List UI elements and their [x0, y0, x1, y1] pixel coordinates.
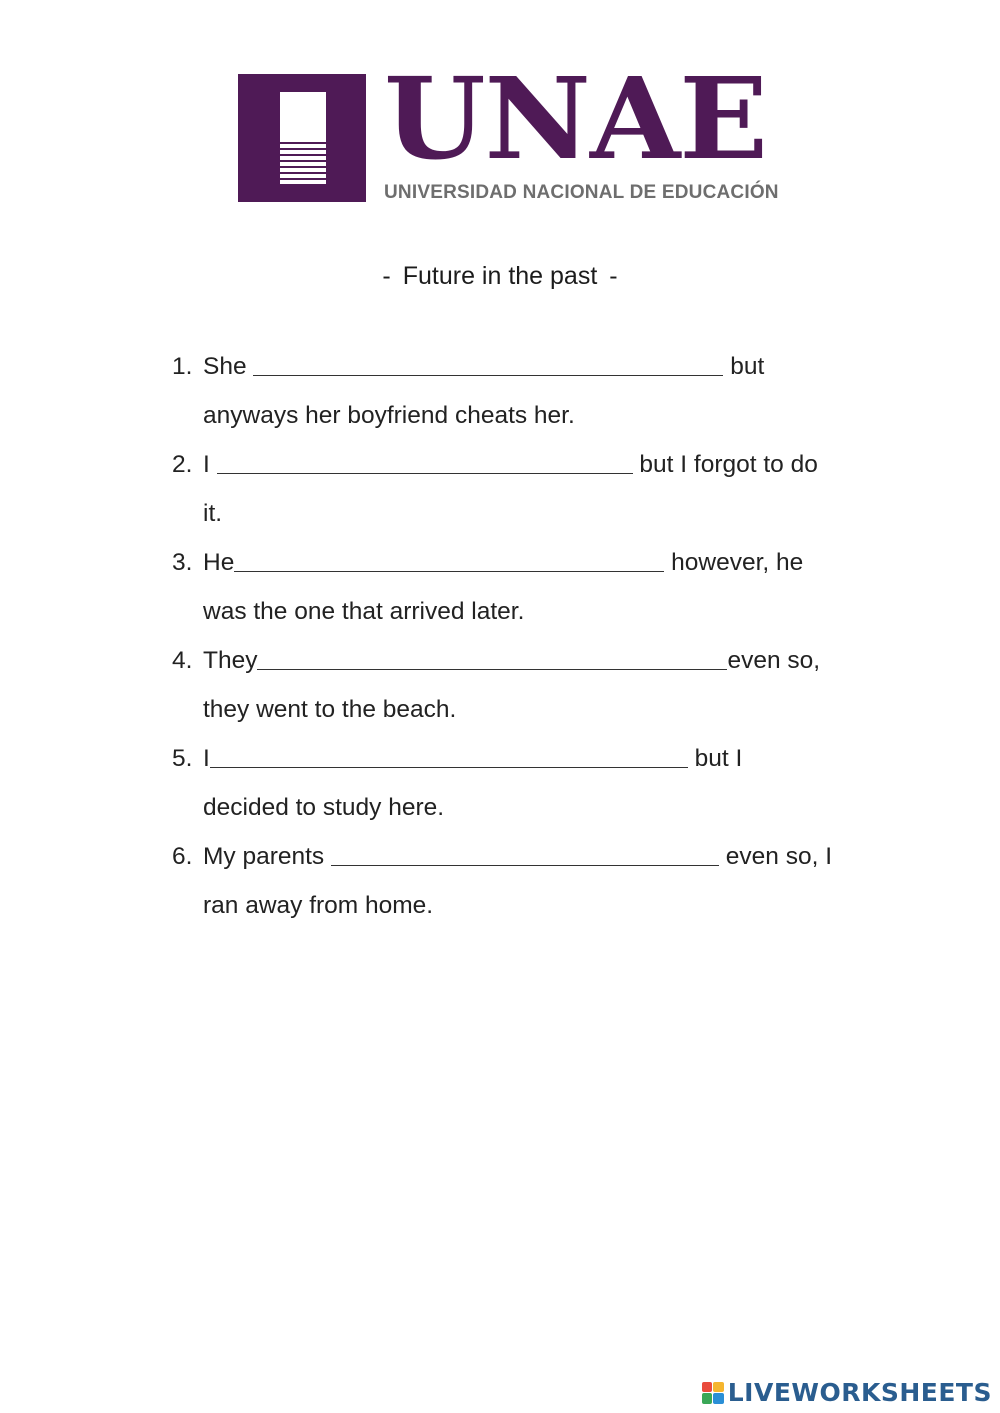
exercise-item	[172, 734, 872, 832]
exercise-number: 6.	[172, 843, 193, 870]
exercise-text-before: My parents	[203, 843, 331, 870]
exercise-continuation: decided to study here.	[203, 794, 445, 821]
exercise-item	[172, 538, 872, 636]
logo-subtitle: UNIVERSIDAD NACIONAL DE EDUCACIÓN	[384, 182, 779, 203]
answer-blank[interactable]	[234, 541, 664, 572]
liveworksheets-logo-icon	[702, 1382, 724, 1404]
exercise-list	[172, 342, 872, 930]
exercise-number: 2.	[172, 451, 193, 478]
exercise-item	[172, 636, 872, 734]
exercise-text-before: I	[203, 745, 210, 772]
exercise-number: 3.	[172, 549, 193, 576]
answer-blank[interactable]	[253, 345, 723, 376]
exercise-number: 4.	[172, 647, 193, 674]
title-text: Future in the past	[402, 262, 598, 290]
exercise-item	[172, 832, 872, 930]
title-dash-right: -	[609, 262, 618, 290]
liveworksheets-brand: LIVEWORKSHEETS	[727, 1378, 992, 1407]
exercise-text-after: but I forgot to do	[632, 451, 818, 478]
title-dash-left: -	[382, 262, 391, 290]
exercise-number: 1.	[172, 353, 193, 380]
exercise-text-after: but I	[687, 745, 743, 772]
exercise-continuation: it.	[203, 500, 223, 527]
exercise-text-before: They	[203, 647, 258, 674]
exercise-text-before: I	[203, 451, 217, 478]
exercise-text-after: even so, I	[719, 843, 833, 870]
exercise-text-after: but	[723, 353, 765, 380]
exercise-continuation: ran away from home.	[203, 892, 434, 919]
logo-wordmark: UNAE	[384, 54, 768, 185]
exercise-item	[172, 440, 872, 538]
exercise-number: 5.	[172, 745, 193, 772]
answer-blank[interactable]	[257, 639, 727, 670]
building-window-icon	[238, 74, 366, 202]
exercise-text-after: even so,	[727, 647, 821, 674]
exercise-text-before: She	[203, 353, 254, 380]
exercise-continuation: they went to the beach.	[203, 696, 457, 723]
exercise-text-before: He	[203, 549, 235, 576]
answer-blank[interactable]	[210, 737, 688, 768]
page-title	[0, 262, 1000, 291]
exercise-text-after: however, he	[664, 549, 804, 576]
answer-blank[interactable]	[217, 443, 633, 474]
exercise-item	[172, 342, 872, 440]
answer-blank[interactable]	[331, 835, 719, 866]
exercise-continuation: anyways her boyfriend cheats her.	[203, 402, 575, 429]
liveworksheets-watermark	[702, 1378, 992, 1407]
exercise-continuation: was the one that arrived later.	[203, 598, 525, 625]
unae-logo	[238, 54, 779, 204]
